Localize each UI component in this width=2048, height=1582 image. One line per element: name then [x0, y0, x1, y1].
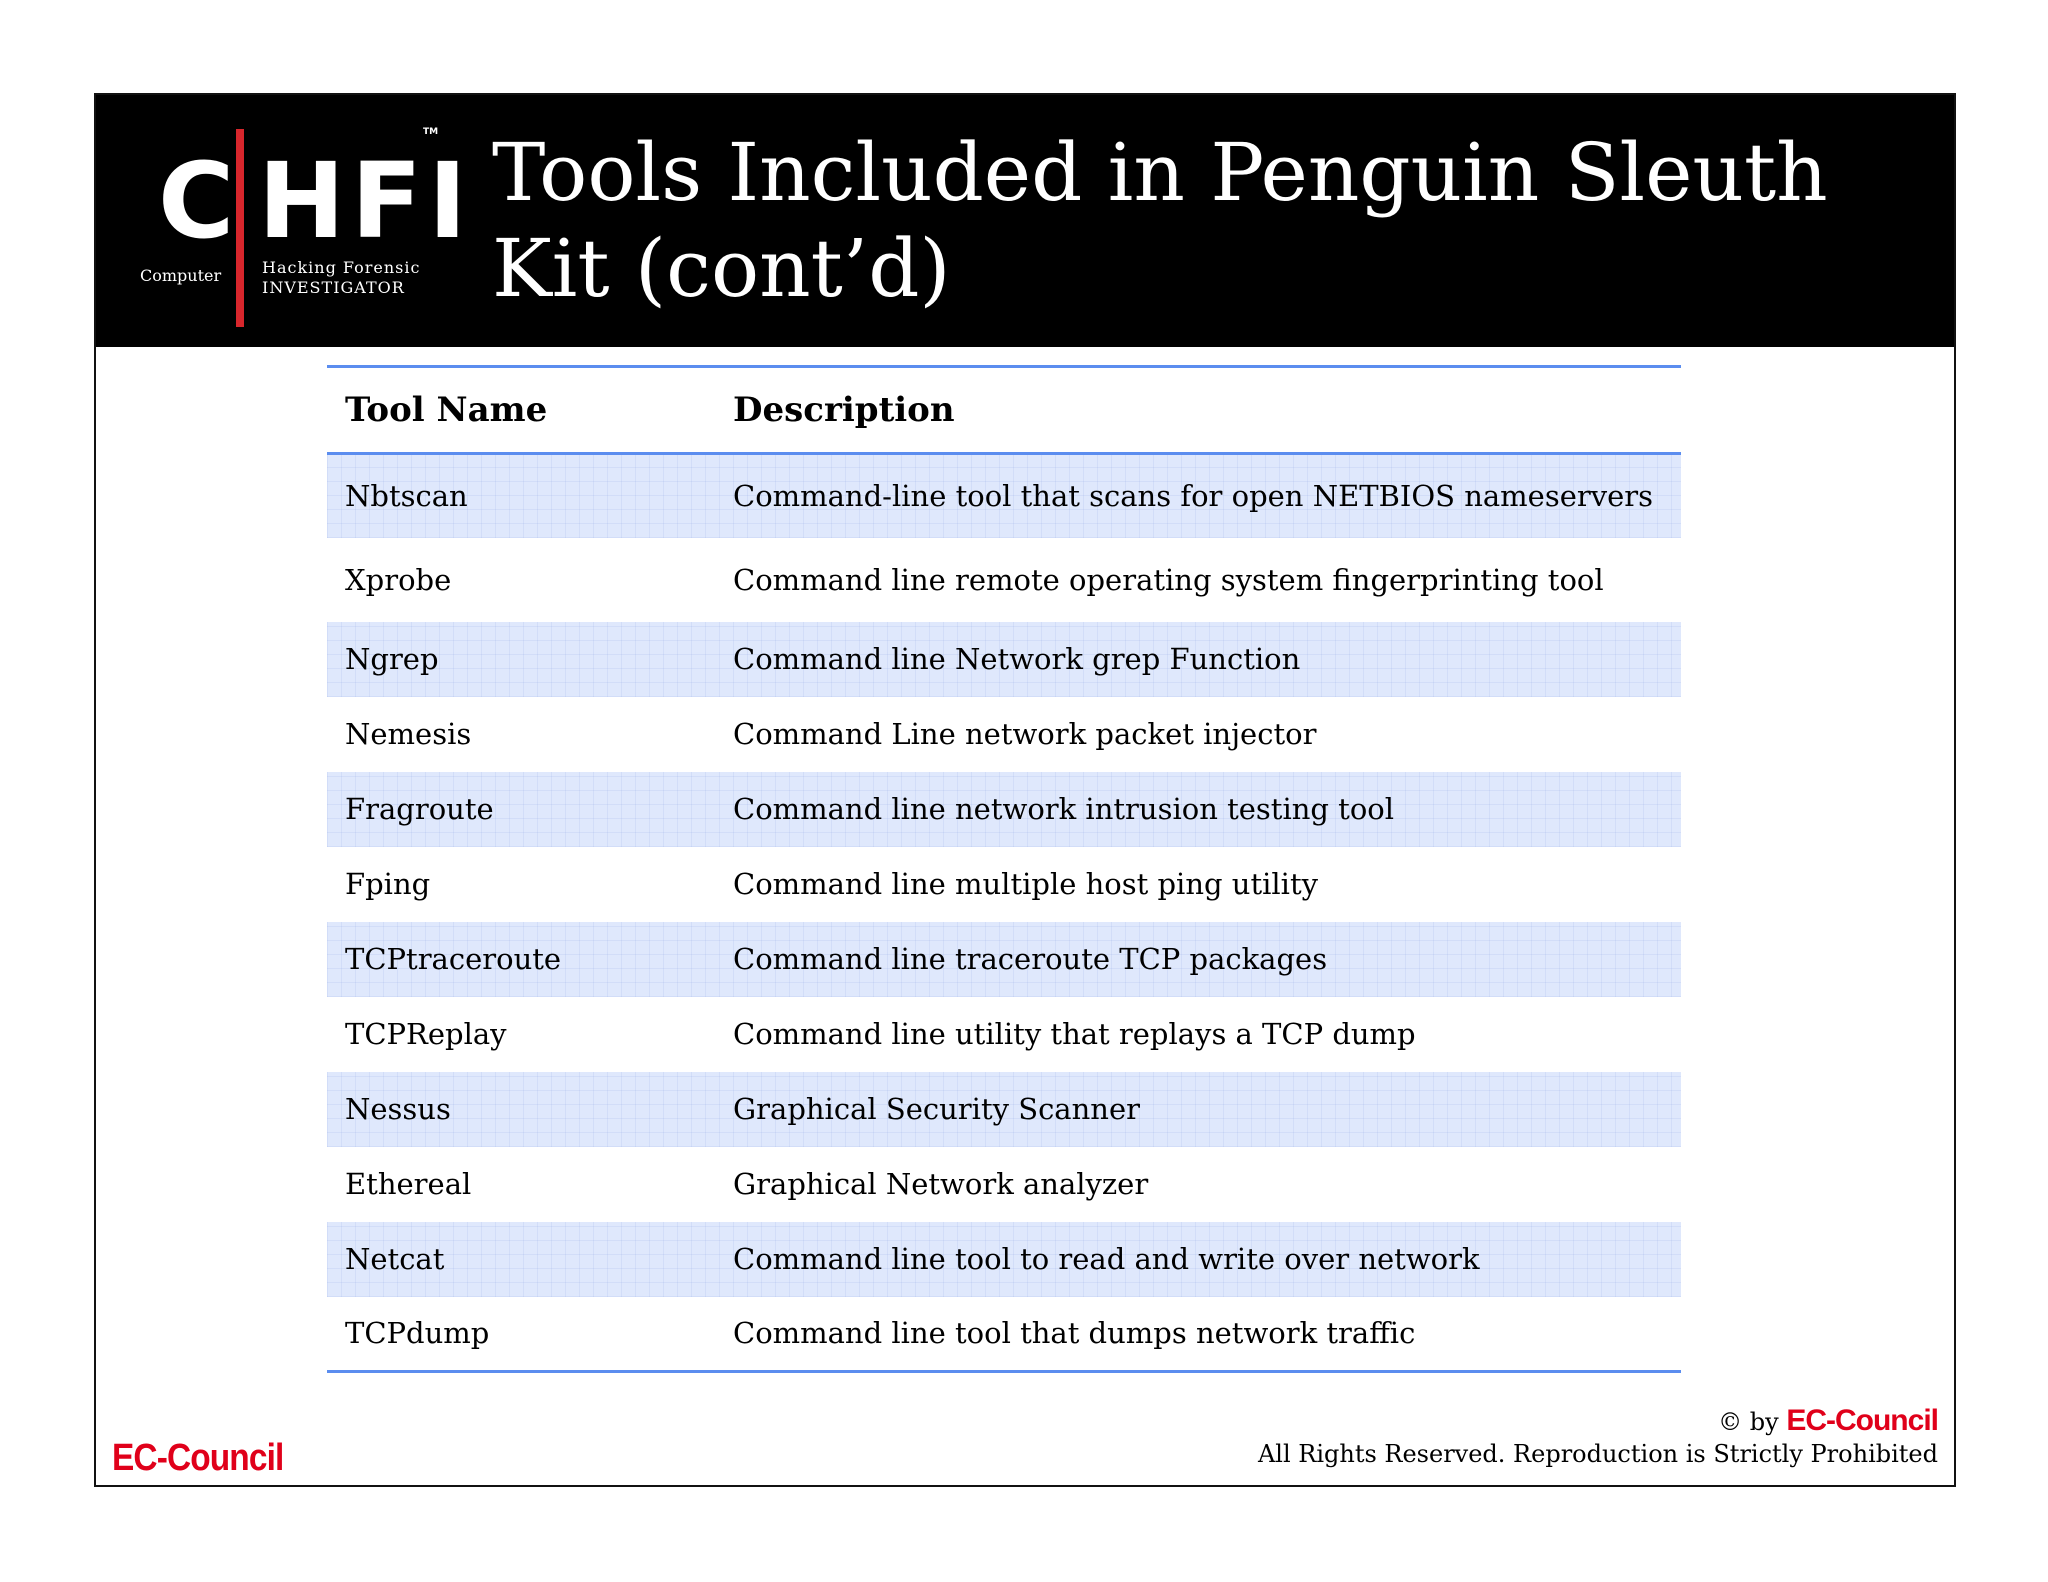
- tool-description-cell: Command line traceroute TCP packages: [733, 942, 1328, 976]
- column-header-description: Description: [733, 390, 955, 430]
- tool-name-cell: Nemesis: [345, 717, 472, 751]
- chfi-logo: [140, 113, 473, 333]
- logo-hacking-forensic-label: Hacking Forensic: [262, 258, 421, 277]
- tool-description-cell: Graphical Security Scanner: [733, 1092, 1140, 1126]
- column-header-tool-name: Tool Name: [345, 390, 548, 430]
- tool-name-cell: Xprobe: [345, 562, 452, 597]
- tool-description-cell: Command-line tool that scans for open NETBIOS nameservers: [733, 479, 1654, 514]
- tool-description-cell: Graphical Network analyzer: [733, 1167, 1149, 1201]
- tool-description-cell: Command line tool to read and write over network: [733, 1242, 1480, 1276]
- table-row: [327, 1297, 1681, 1372]
- slide: [94, 93, 1956, 1487]
- table-row: [327, 1222, 1681, 1297]
- tool-name-cell: Ngrep: [345, 642, 439, 676]
- tool-description-cell: Command line network intrusion testing tool: [733, 792, 1395, 826]
- table-row: [327, 772, 1681, 847]
- copyright-notice: [1258, 1405, 1938, 1470]
- tool-description-cell: Command line remote operating system fingerprinting tool: [733, 562, 1604, 597]
- logo-letter-c: C: [158, 140, 235, 262]
- table-row: [327, 538, 1681, 622]
- table-row: [327, 847, 1681, 922]
- tool-name-cell: Netcat: [345, 1242, 445, 1276]
- tool-name-cell: Ethereal: [345, 1167, 472, 1201]
- tool-name-cell: Fping: [345, 867, 431, 901]
- table-row: [327, 454, 1681, 538]
- table-row: [327, 697, 1681, 772]
- logo-computer-label: Computer: [140, 266, 222, 285]
- tool-name-cell: TCPtraceroute: [345, 942, 562, 976]
- ec-council-logo: EC-Council: [112, 1437, 284, 1479]
- tool-description-cell: Command line utility that replays a TCP dump: [733, 1017, 1416, 1051]
- tool-description-cell: Command line multiple host ping utility: [733, 867, 1318, 901]
- tool-name-cell: Nbtscan: [345, 479, 468, 514]
- copyright-brand: EC-Council: [1786, 1404, 1938, 1437]
- page-title: Tools Included in Penguin Sleuth Kit (cont’d): [492, 126, 1828, 315]
- copyright-line: [1258, 1405, 1938, 1438]
- tool-description-cell: Command line tool that dumps network traffic: [733, 1316, 1416, 1351]
- header-bar: [96, 95, 1954, 347]
- tool-description-cell: Command Line network packet injector: [733, 717, 1317, 751]
- tool-name-cell: TCPdump: [345, 1316, 490, 1351]
- table-header-row: [327, 367, 1681, 454]
- table-row: [327, 922, 1681, 997]
- logo-red-bar: [236, 129, 244, 327]
- logo-letters-hfi: HFI: [258, 140, 473, 262]
- table-row: [327, 997, 1681, 1072]
- table-row: [327, 622, 1681, 697]
- copyright-prefix: © by: [1718, 1408, 1779, 1436]
- tool-name-cell: Nessus: [345, 1092, 451, 1126]
- table-row: [327, 1147, 1681, 1222]
- tool-name-cell: TCPReplay: [345, 1017, 507, 1051]
- logo-investigator-label: INVESTIGATOR: [262, 278, 405, 297]
- logo-trademark: TM: [423, 127, 439, 137]
- rights-reserved-text: All Rights Reserved. Reproduction is Strictly Prohibited: [1257, 1440, 1938, 1468]
- tool-name-cell: Fragroute: [345, 792, 494, 826]
- table-row: [327, 1072, 1681, 1147]
- tool-description-cell: Command line Network grep Function: [733, 642, 1301, 676]
- tools-table: [327, 365, 1681, 1373]
